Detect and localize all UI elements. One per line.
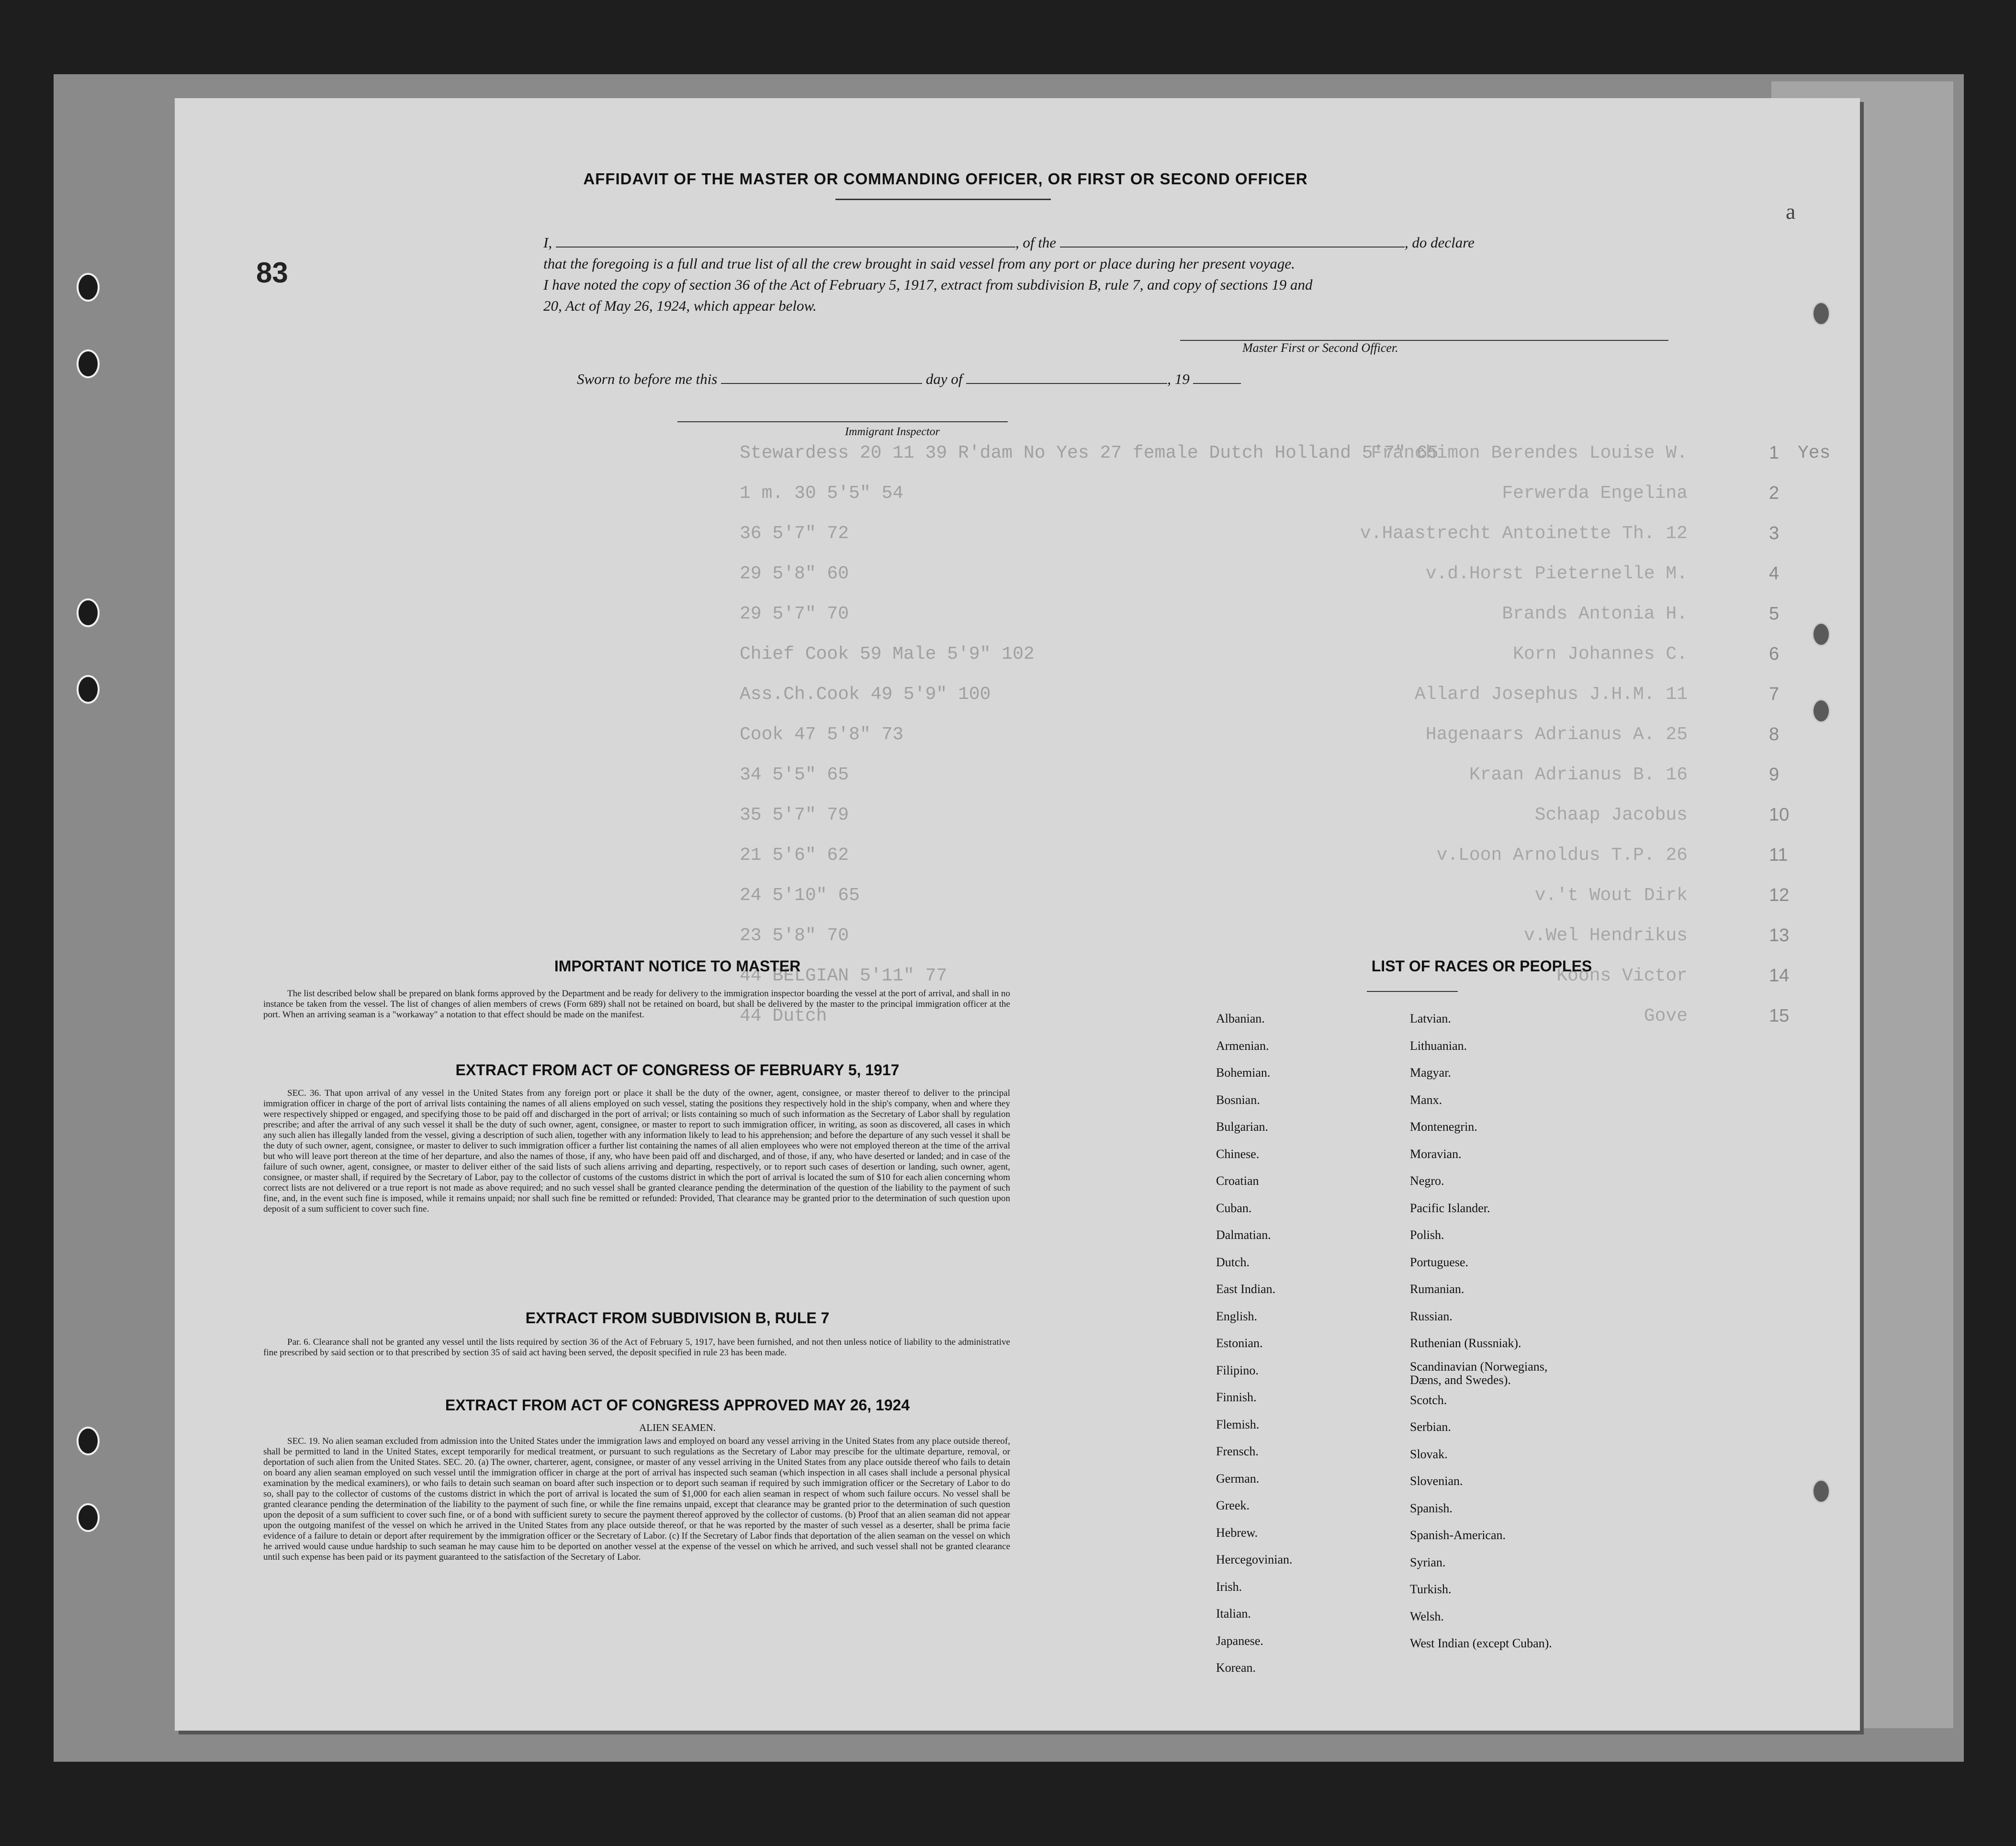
races-title-rule (1367, 991, 1458, 992)
binder-hole (77, 1427, 100, 1455)
binder-hole (77, 675, 100, 704)
bleed-h: Cook 47 5'8" 73 (740, 724, 904, 745)
affidavit-line-1 (543, 232, 1644, 253)
bleed-name: v.Loon Arnoldus T.P. 26 (1436, 845, 1688, 866)
binder-hole (77, 349, 100, 378)
race-item: Korean. (1216, 1661, 1256, 1675)
race-item: Latvian. (1410, 1012, 1451, 1025)
race-item: Estonian. (1216, 1336, 1263, 1350)
races-column-2 (1410, 1005, 1568, 1657)
race-item: Slovenian. (1410, 1474, 1463, 1488)
corner-mark: a (1786, 199, 1796, 224)
right-binder-hole (1812, 699, 1830, 723)
bleed-h: 44 Dutch (740, 1006, 827, 1026)
bleed-name: Allard Josephus J.H.M. 11 (1414, 684, 1688, 705)
bleed-name: Brands Antonia H. (1502, 604, 1688, 624)
race-item: Flemish. (1216, 1417, 1260, 1431)
race-item: East Indian. (1216, 1282, 1276, 1296)
bleed-h: Stewardess 20 11 39 R'dam No Yes 27 female Dutch Holland 5'7" 65 (740, 443, 1439, 463)
race-item: Moravian. (1410, 1147, 1462, 1161)
bleed-n: 14 (1769, 966, 1790, 986)
race-item: Scandinavian (Norwegians, Dæns, and Swedes). (1410, 1359, 1548, 1387)
declare-label: , do declare (1404, 234, 1475, 251)
race-item: Dutch. (1216, 1255, 1250, 1269)
race-item: Finnish. (1216, 1390, 1257, 1404)
bleed-name: Hagenaars Adrianus A. 25 (1425, 724, 1688, 745)
race-item: German. (1216, 1471, 1260, 1486)
bleed-n: 11 (1769, 845, 1788, 865)
binder-hole (77, 273, 100, 302)
rule-7-title: EXTRACT FROM SUBDIVISION B, RULE 7 (525, 1309, 830, 1327)
inspector-label: Immigrant Inspector (845, 426, 940, 438)
race-item: Greek. (1216, 1498, 1250, 1512)
bleed-h: 36 5'7" 72 (740, 523, 849, 544)
manifest-sheet (175, 98, 1860, 1731)
bleed-h: Ass.Ch.Cook 49 5'9" 100 (740, 684, 991, 705)
races-column-1 (1216, 1005, 1293, 1682)
race-item: Cuban. (1216, 1201, 1252, 1215)
bleed-h: 29 5'8" 60 (740, 563, 849, 584)
race-item: Manx. (1410, 1092, 1442, 1107)
bleed-n: 6 (1769, 644, 1779, 664)
race-item: Frensch. (1216, 1444, 1259, 1458)
race-item: Slovak. (1410, 1447, 1448, 1461)
affidavit-line-2: that the foregoing is a full and true list of all the crew brought in said vessel from any port or place during her present voyage. (543, 255, 1295, 272)
year-label: , 19 (1167, 371, 1190, 387)
race-item: Rumanian. (1410, 1282, 1464, 1296)
act-1924-text: SEC. 19. No alien seaman excluded from admission into the United States under the immigration laws and employed on board any vessel arriving in the United States from any place outside thereof, shall be permitted to land in the United States, except temporarily for medical treatment, or pursuant to such regulations as the Secretary of Labor may prescibe for the ultimate departure, removal, or deportation of such alien from the United States. SEC. 20. (a) The owner, charterer, agent, consignee, or master of any vessel arriving in the United States from any place outside thereof who fails to detain on board any alien seaman employed on such vessel until the immigration officer in charge at the port of arrival has inspected such seaman (which inspection in all cases shall include a personal physical examination by the medical examiners), or who fails to detain such seaman on board after such inspection or to deport such seaman if required by such immigration officer or the Secretary of Labor to do so, shall pay to the collector of customs of the customs district in which the port of arrival is located the sum of $1,000 for each alien seaman in respect of whom such failure occurs. No vessel shall be granted clearance pending the determination of the liability to the payment of such fine, or while the fine remains unpaid, except that clearance may be granted prior to the determination of such question upon the deposit of a sum sufficient to cover such fine, or of a bond with sufficient surety to secure the payment thereof approved by the collector of customs. (b) Proof that an alien seaman did not appear upon the outgoing manifest of the vessel on which he arrived in the United States from any place outside thereof, or that he was reported by the master of such vessel as a deserter, shall be prima facie evidence of a failure to detain or deport after requirement by the immigration officer or the Secretary of Labor. (c) If the Secretary of Labor finds that deportation of the alien seaman on the vessel on which he arrived would cause undue hardship to such seaman he may cause him to be deported on another vessel at the expense of the vessel on which he arrived, and such vessel shall not be granted clearance until such expense has been paid or its payment guaranteed to the satisfaction of the Secretary of Labor. (263, 1436, 1010, 1562)
race-item: Serbian. (1410, 1420, 1451, 1434)
master-signature-label: Master First or Second Officer. (1242, 341, 1398, 355)
bleed-name: v.Haastrecht Antoinette Th. 12 (1360, 523, 1688, 544)
race-item: Filipino. (1216, 1363, 1259, 1377)
race-item: Lithuanian. (1410, 1038, 1467, 1053)
race-item: Chinese. (1216, 1147, 1260, 1161)
act-1924-subtitle: ALIEN SEAMEN. (639, 1422, 716, 1433)
sworn-month-field[interactable] (966, 383, 1167, 384)
affidavit-title: AFFIDAVIT OF THE MASTER OR COMMANDING OFFICER, OR FIRST OR SECOND OFFICER (583, 170, 1308, 188)
bleed-name: Koons Victor (1556, 966, 1688, 986)
sworn-date-field[interactable] (721, 383, 922, 384)
race-item: Hercegovinian. (1216, 1553, 1293, 1566)
race-item: Polish. (1410, 1228, 1444, 1242)
bleed-h: 23 5'8" 70 (740, 925, 849, 946)
bleed-n: 3 (1769, 523, 1779, 543)
race-item: Syrian. (1410, 1555, 1446, 1569)
race-item: Welsh. (1410, 1609, 1444, 1623)
right-binder-hole (1812, 622, 1830, 646)
bleed-h: 24 5'10" 65 (740, 885, 860, 906)
race-item: Magyar. (1410, 1066, 1451, 1080)
bleed-n: 12 (1769, 885, 1790, 905)
affidavit-line-4: 20, Act of May 26, 1924, which appear below. (543, 297, 817, 314)
bleed-n: 5 (1769, 604, 1779, 624)
declarant-name-field[interactable] (556, 247, 1015, 248)
race-item: Bulgarian. (1216, 1120, 1269, 1134)
bleed-h: 21 5'6" 62 (740, 845, 849, 866)
bleed-name: Ferwerda Engelina (1502, 483, 1688, 504)
of-the-label: , of the (1015, 234, 1057, 251)
race-item: Russian. (1410, 1309, 1453, 1323)
bleed-h: 44 BELGIAN 5'11" 77 (740, 966, 947, 986)
bleed-name: Korn Johannes C. (1513, 644, 1688, 664)
bleed-h: 29 5'7" 70 (740, 604, 849, 624)
race-item: West Indian (except Cuban). (1410, 1636, 1552, 1650)
bleed-n: 7 (1769, 684, 1779, 704)
race-item: Bohemian. (1216, 1066, 1271, 1080)
bleed-name: Franchimon Berendes Louise W. (1371, 443, 1688, 463)
bleed-n: 10 (1769, 805, 1790, 825)
bleed-n: 9 (1769, 765, 1779, 785)
race-item: English. (1216, 1309, 1257, 1323)
bleed-yes: Yes (1798, 443, 1831, 463)
rule-7-text: Par. 6. Clearance shall not be granted any vessel until the lists required by section 36 of the Act of February 5, 1917, have been furnished, and not then unless notice of liability to the administrative fine prescribed by said section or to that prescribed by section 35 of said act having been served, the deposit specified in rule 23 has been made. (263, 1337, 1010, 1358)
bleed-name: v.Wel Hendrikus (1523, 925, 1688, 946)
race-item: Negro. (1410, 1174, 1444, 1188)
race-item: Hebrew. (1216, 1525, 1258, 1540)
bleed-n: 2 (1769, 483, 1779, 503)
bleed-n: 15 (1769, 1006, 1790, 1026)
bleed-name: v.'t Wout Dirk (1534, 885, 1688, 906)
bleed-n: 13 (1769, 925, 1790, 946)
race-item: Pacific Islander. (1410, 1201, 1490, 1215)
bleed-h: 34 5'5" 65 (740, 765, 849, 785)
inspector-signature-line[interactable] (677, 421, 1008, 422)
bleed-n: 8 (1769, 724, 1779, 744)
declarant-prefix: I, (543, 234, 552, 251)
sworn-year-field[interactable] (1193, 383, 1241, 384)
race-item: Spanish. (1410, 1501, 1453, 1515)
vessel-name-field[interactable] (1060, 247, 1405, 248)
bleed-n: 4 (1769, 563, 1779, 584)
affidavit-line-3: I have noted the copy of section 36 of the Act of February 5, 1917, extract from subdivision B, rule 7, and copy of sections 19 and (543, 276, 1313, 293)
race-item: Turkish. (1410, 1582, 1452, 1596)
act-1924-title: EXTRACT FROM ACT OF CONGRESS APPROVED MAY 26, 1924 (445, 1396, 910, 1414)
page-mark: 83 (256, 257, 288, 289)
race-item: Bosnian. (1216, 1092, 1260, 1107)
race-item: Japanese. (1216, 1633, 1263, 1648)
right-binder-hole (1812, 302, 1830, 326)
day-of-label: day of (925, 371, 963, 387)
race-item: Armenian. (1216, 1038, 1269, 1053)
title-rule (835, 199, 1051, 200)
bleed-h: 1 m. 30 5'5" 54 (740, 483, 904, 504)
race-item: Dalmatian. (1216, 1228, 1271, 1242)
race-item: Irish. (1216, 1579, 1242, 1594)
bleed-name: v.d.Horst Pieternelle M. (1425, 563, 1688, 584)
binder-hole (77, 598, 100, 627)
bleed-name: Schaap Jacobus (1534, 805, 1688, 825)
sworn-line (577, 369, 1726, 390)
race-item: Albanian. (1216, 1012, 1265, 1025)
bleed-h: Chief Cook 59 Male 5'9" 102 (740, 644, 1035, 664)
race-item: Scotch. (1410, 1393, 1447, 1407)
notice-title: IMPORTANT NOTICE TO MASTER (554, 957, 801, 975)
binder-hole (77, 1503, 100, 1532)
race-item: Portuguese. (1410, 1255, 1469, 1269)
act-1917-title: EXTRACT FROM ACT OF CONGRESS OF FEBRUARY 5, 1917 (455, 1061, 900, 1079)
notice-text: The list described below shall be prepared on blank forms approved by the Department and be ready for delivery to the immigration inspector boarding the vessel at the port of arrival, and shall in no instance be taken from the vessel. The list of changes of alien members of crews (Form 689) shall not be retained on board, but shall be delivered by the master to the principal immigration officer at the port. When an arriving seaman is a "workaway" a notation to that effect should be made on the manifest. (263, 989, 1010, 1020)
bleed-name: Kraan Adrianus B. 16 (1469, 765, 1688, 785)
race-item: Montenegrin. (1410, 1120, 1477, 1134)
bleed-n: 1 (1769, 443, 1779, 463)
bleed-name: Gove (1644, 1006, 1688, 1026)
races-title: LIST OF RACES OR PEOPLES (1371, 957, 1592, 975)
sworn-label: Sworn to before me this (577, 371, 718, 387)
race-item: Spanish-American. (1410, 1528, 1506, 1542)
race-item: Ruthenian (Russniak). (1410, 1336, 1521, 1350)
right-binder-hole (1812, 1479, 1830, 1503)
act-1917-text: SEC. 36. That upon arrival of any vessel in the United States from any foreign port or place it shall be the duty of the owner, agent, consignee, or master thereof to deliver to the principal immigration officer in charge of the port of arrival lists containing the names of all aliens employed on such vessel, stating the positions they respectively hold in the ship's company, when and where they were respectively shipped or engaged, and specifying those to be paid off and discharged in the port of arrival; or lists containing so much of such information as the Secretary of Labor shall by regulation prescribe; and after the arrival of any such vessel it shall be the duty of such owner, agent, consignee, or master to report to such immigration officer, in writing, as soon as discovered, all cases in which any such alien has illegally landed from the vessel, giving a description of such alien, together with any information likely to lead to his apprehension; and before the departure of any such vessel it shall be the duty of such owner, agent, consignee, or master to deliver to such immigration officer a further list containing the names of all alien employees who were not employed thereon at the time of the arrival but who will leave port thereon at the time of her departure, and also the names of those, if any, who have been paid off and discharged, and of those, if any, who have deserted or landed; and in case of the failure of such owner, agent, consignee, or master to deliver either of the said lists of such aliens arriving and departing, respectively, or to report such cases of desertion or landing, such owner, agent, consignee, or master shall, if required by the Secretary of Labor, pay to the collector of customs of the customs district in which the port of arrival is located the sum of $10 for each alien concerning whom correct lists are not delivered or a true report is not made as above required; and no such vessel shall be granted clearance pending the determination of the question of the liability to the payment of such fine, and, in the event such fine is imposed, while it remains unpaid; nor shall such fine be remitted or refunded: Provided, That clearance may be granted prior to the determination of such question upon deposit of a sum sufficient to cover such fine. (263, 1088, 1010, 1214)
race-item: Croatian (1216, 1174, 1259, 1188)
race-item: Italian. (1216, 1607, 1251, 1621)
bleed-h: 35 5'7" 79 (740, 805, 849, 825)
